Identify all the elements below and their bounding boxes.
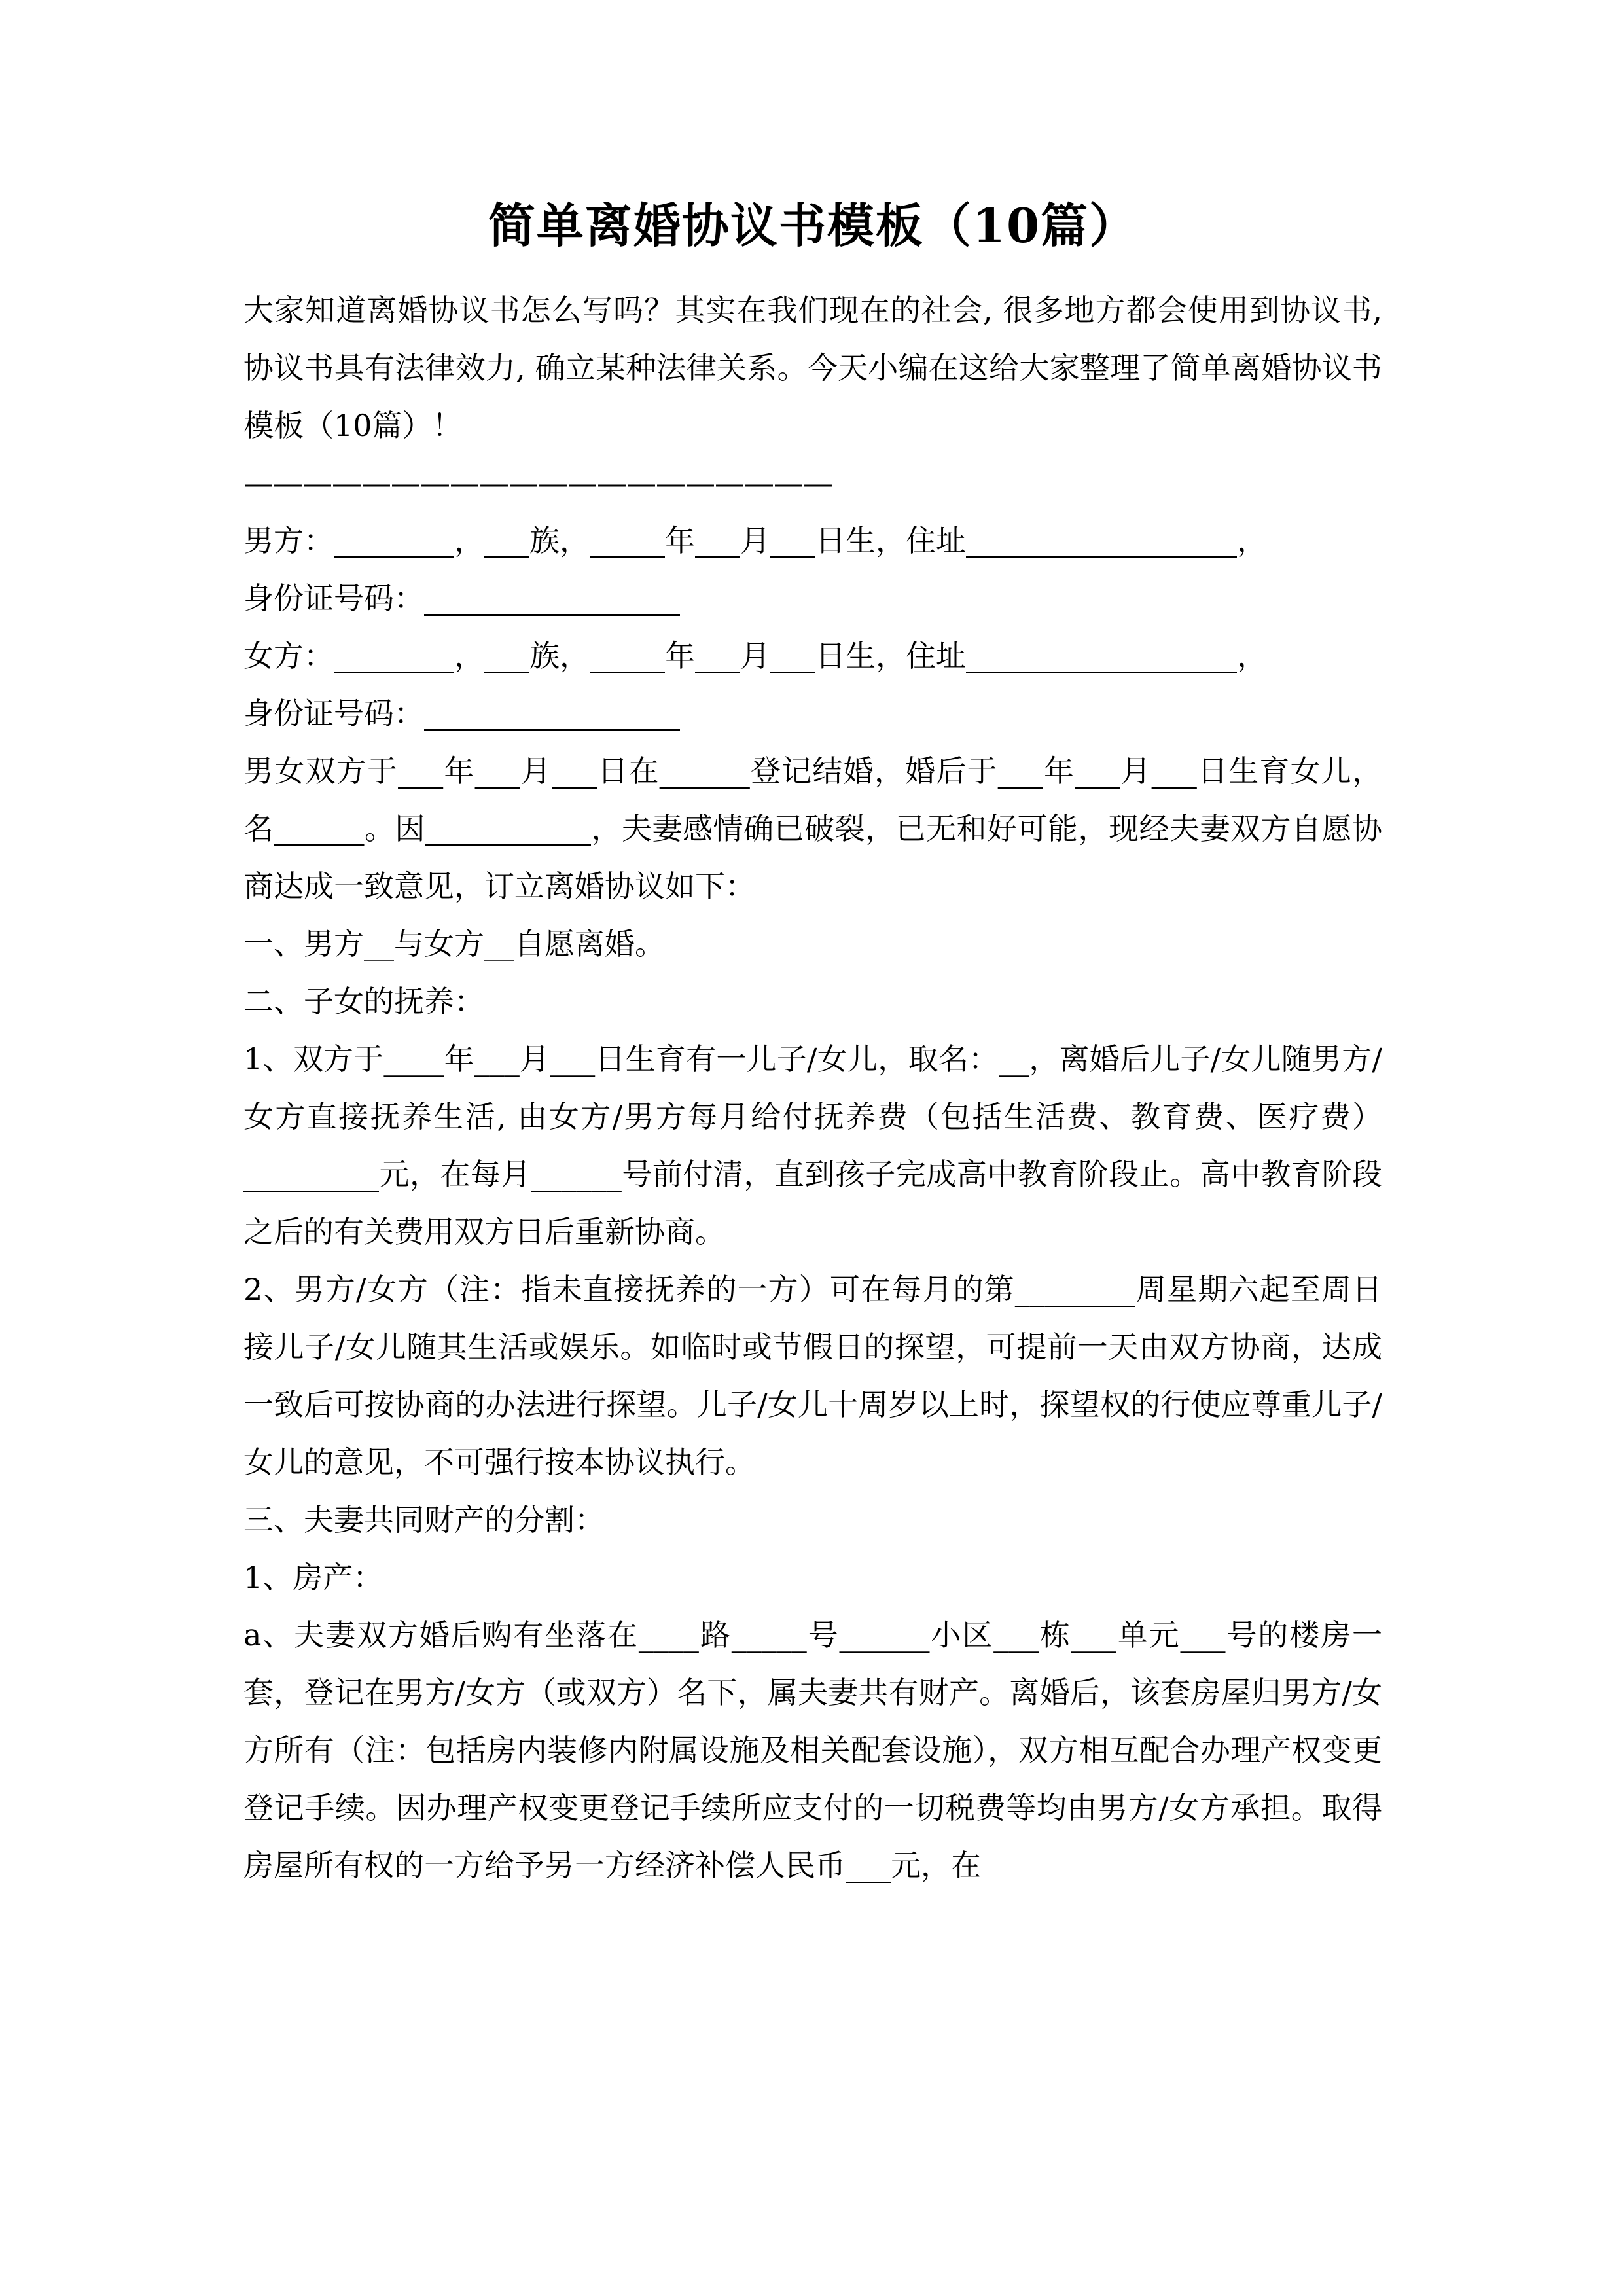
male-comma: ， [454,523,484,558]
party-male-label: 男方： [243,523,334,558]
female-birth-label: 日生，住址 [815,638,966,673]
reason-blank: ___________ [425,811,591,846]
female-end-comma: ， [1237,638,1267,673]
female-year-blank: _____ [590,638,665,673]
male-id-blank: _________________ [424,581,680,616]
male-ethnic-label: 族， [529,523,590,558]
female-day-blank: ___ [770,638,815,673]
female-ethnic-label: 族， [529,638,590,673]
section-divider: ———————————————————— [243,465,832,501]
marriage-text-10: ，夫妻感情确已破裂，已无和好可能，现经夫妻双方自愿协商达成一致意见，订立离婚协议如下： [243,811,1382,904]
document-content [243,196,1382,1894]
male-year-blank: _____ [590,523,665,558]
section-three-item-1: 1、房产： [243,1560,383,1595]
female-id-label: 身份证号码： [243,696,424,731]
intro-paragraph: 大家知道离婚协议书怎么写吗？其实在我们现在的社会, 很多地方都会使用到协议书, 协议书具有法律效力, 确立某种法律关系。今天小编在这给大家整理了简单离婚协议书模板（10篇）！ [243,293,1382,443]
female-address-blank: __________________ [966,638,1237,673]
marriage-text-9: 。因 [364,811,425,846]
birth-day-blank: ___ [1151,753,1197,789]
marriage-text-2: 年 [443,753,475,789]
party-male-id-line [243,569,1382,627]
section-one: 一、男方__与女方__自愿离婚。 [243,926,665,961]
section-two-item-1: 1、双方于____年___月___日生育有一儿子/女儿，取名：__，离婚后儿子/女儿随男方/女方直接抚养生活, 由女方/男方每月给付抚养费（包括生活费、教育费、医疗费）_________元，在每月______号前付清，直到孩子完成高中教育阶段止。高中教育阶段之后的有关费用双方日后重新协商。 [243,1041,1382,1249]
female-month-label: 月 [740,638,770,673]
marriage-paragraph [243,742,1382,915]
birth-year-blank: ___ [997,753,1043,789]
party-female-line [243,627,1382,685]
female-comma: ， [454,638,484,673]
marriage-day-blank: ___ [552,753,597,789]
male-end-comma: ， [1237,523,1267,558]
male-name-blank: ________ [334,523,454,558]
male-ethnic-blank: ___ [484,523,529,558]
female-name-blank: ________ [334,638,454,673]
male-address-blank: __________________ [966,523,1237,558]
male-year-label: 年 [665,523,695,558]
marriage-text-6: 年 [1043,753,1075,789]
party-male-line [243,512,1382,569]
marriage-text-7: 月 [1120,753,1152,789]
marriage-text-8: 日生育女儿，名 [243,753,1383,846]
page-title: 简单离婚协议书模板（10篇） [488,198,1138,253]
birth-month-blank: ___ [1075,753,1120,789]
male-birth-label: 日生，住址 [815,523,966,558]
marriage-text-1: 男女双方于 [243,753,399,789]
female-id-blank: _________________ [424,696,680,731]
female-ethnic-blank: ___ [484,638,529,673]
female-year-label: 年 [665,638,695,673]
party-female-label: 女方： [243,638,334,673]
section-three-title: 三、夫妻共同财产的分割： [243,1502,605,1537]
male-id-label: 身份证号码： [243,581,424,616]
male-month-label: 月 [740,523,770,558]
marriage-place-blank: ______ [659,753,750,789]
child-name-blank: ______ [274,811,365,846]
section-two-title: 二、子女的抚养： [243,984,484,1019]
marriage-month-blank: ___ [474,753,520,789]
male-day-blank: ___ [770,523,815,558]
marriage-text-5: 登记结婚，婚后于 [749,753,998,789]
marriage-text-4: 日在 [597,753,660,789]
section-two-item-2: 2、男方/女方（注：指未直接抚养的一方）可在每月的第________周星期六起至周日接儿子/女儿随其生活或娱乐。如临时或节假日的探望，可提前一天由双方协商，达成一致后可按协商的办法进行探望。儿子/女儿十周岁以上时，探望权的行使应尊重儿子/女儿的意见，不可强行按本协议执行。 [243,1272,1382,1480]
marriage-text-3: 月 [520,753,552,789]
section-three-item-1a: a、夫妻双方婚后购有坐落在____路_____号______小区___栋___单元___号的楼房一套，登记在男方/女方（或双方）名下，属夫妻共有财产。离婚后，该套房屋归男方/女方所有（注：包括房内装修内附属设施及相关配套设施），双方相互配合办理产权变更登记手续。因办理产权变更登记手续所应支付的一切税费等均由男方/女方承担。取得房屋所有权的一方给予另一方经济补偿人民币___元，在 [243,1617,1382,1883]
male-month-blank: ___ [695,523,740,558]
party-female-id-line [243,685,1382,742]
female-month-blank: ___ [695,638,740,673]
marriage-year-blank: ___ [398,753,444,789]
